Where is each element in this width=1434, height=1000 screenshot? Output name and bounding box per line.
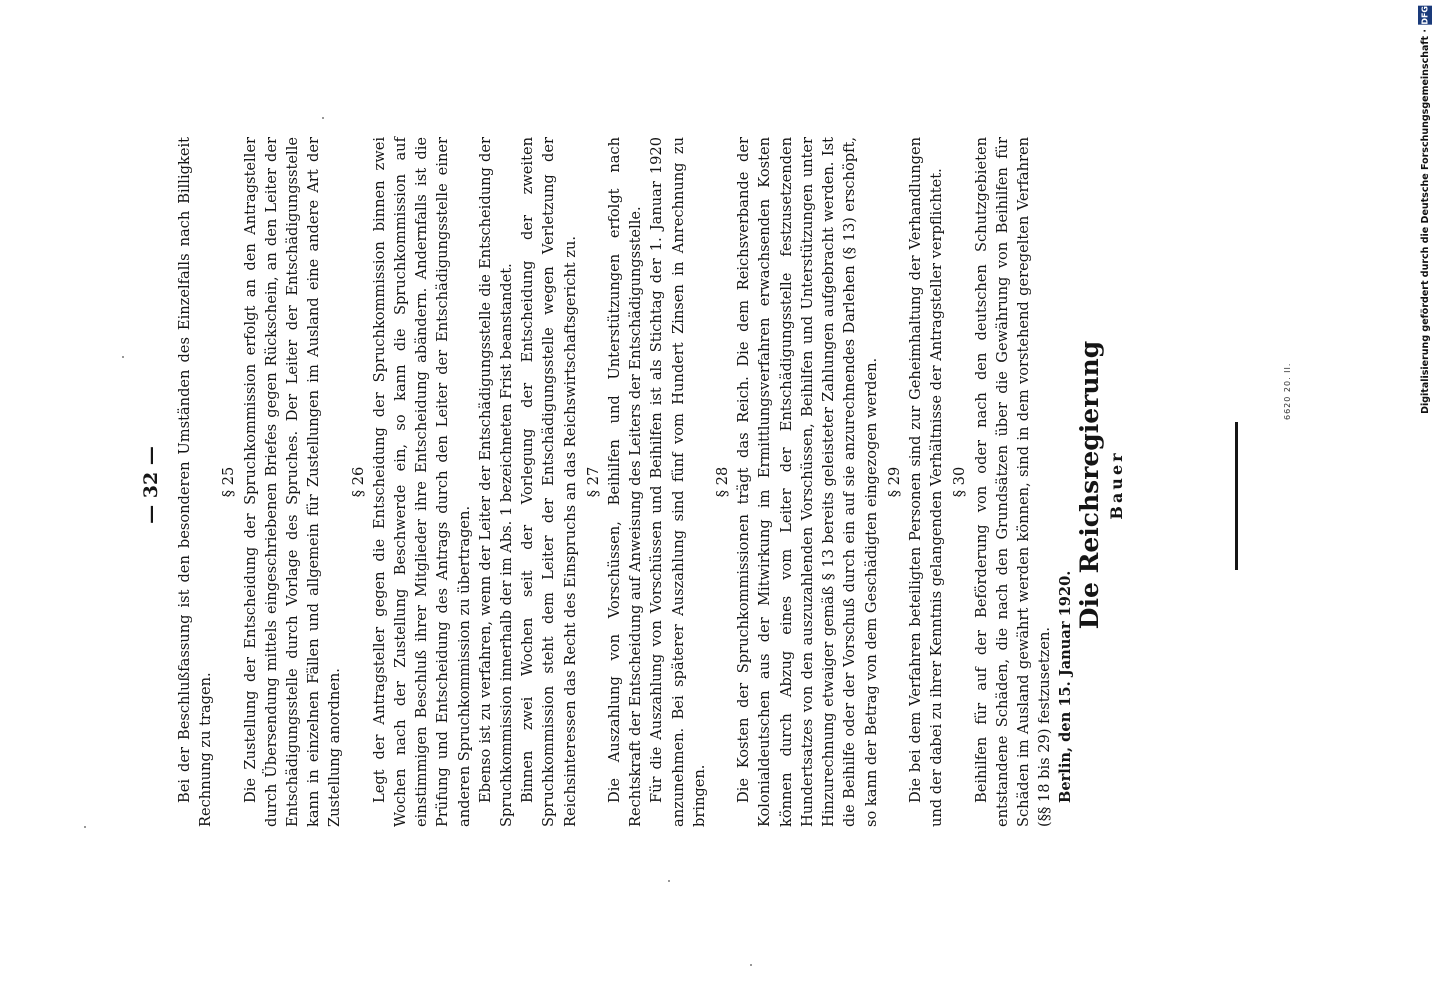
section-mark-30: § 30 xyxy=(951,466,969,498)
section-mark-29: § 29 xyxy=(885,466,903,498)
scan-speck xyxy=(322,117,324,119)
printed-page xyxy=(140,135,1126,835)
section-mark-25: § 25 xyxy=(220,466,238,498)
digitization-credit xyxy=(1416,6,1434,414)
credit-text: Digitalisierung gefördert durch die Deutsche Forschungsgemeinschaft · xyxy=(1419,28,1431,414)
body-text xyxy=(174,137,1077,827)
section-28-paragraph: Die Kosten der Spruchkommissionen trägt das Reich. Die dem Reichsverbande der Kolonialdeutschen aus der Mitwirkung im Ermittlungsverfahren erwachsenden Kosten können durch Abzug eines vom Leiter der Entschädigungsstelle festzusetzenden Hundertsatzes von den auszuzahlenden Vorschüssen, Beihilfen und Unterstützungen unter Hinzurechnung etwaiger gemäß § 13 bereits geleisteter Zahlungen aufgebracht werden. Ist die Beihilfe oder der Vorschuß durch ein auf sie anzurechnendes Darlehen (§ 13) erschöpft, so kann der Betrag von dem Geschädigten eingezogen werden. xyxy=(735,137,880,827)
scan-speck xyxy=(750,964,752,966)
page-number: — 32 — xyxy=(140,446,162,524)
section-mark-27: § 27 xyxy=(584,466,602,498)
dfg-logo-icon: DFG xyxy=(1418,6,1432,25)
intro-paragraph: Bei der Beschlußfassung ist den besonderen Umständen des Einzelfalls nach Billigkeit Rechnung zu tragen. xyxy=(176,137,215,827)
section-27-paragraph-2: Für die Auszahlung von Vorschüssen und Beihilfen ist als Stichtag der 1. Januar 1920 anzunehmen. Bei späterer Auszahlung sind fünf vom Hundert Zinsen in Anrechnung zu bringen. xyxy=(648,137,708,827)
section-25-paragraph: Die Zustellung der Entscheidung der Spruchkommission erfolgt an den Antragsteller durch Übersendung mittels eingeschriebenen Briefes gegen Rückschein, an den Leiter der Entschädigungsstelle durch Vorlage des Spruches. Der Leiter der Entschädigungsstelle kann in einzelnen Fällen und allgemein für Zustellungen im Ausland eine andere Art der Zustellung anordnen. xyxy=(241,137,344,827)
section-29-paragraph: Die bei dem Verfahren beteiligten Personen sind zur Geheimhaltung der Verhandlungen und der dabei zu ihrer Kenntnis gelangenden Verhältnisse der Antragsteller verpflichtet. xyxy=(906,137,946,827)
section-30-paragraph: Beihilfen für auf der Beförderung von oder nach den deutschen Schutzgebieten entstandene Schäden, die nach den Grundsätzen über die Gewährung von Beihilfen für Schäden im Ausland gewährt werden können, sind in dem vorstehend geregelten Verfahren (§§ 18 bis 29) festzusetzen. xyxy=(972,137,1054,827)
date-line: Berlin, den 15. Januar 1920. xyxy=(1057,570,1075,803)
section-mark-26: § 26 xyxy=(349,466,367,498)
section-mark-28: § 28 xyxy=(714,466,732,498)
section-26-paragraph-3: Binnen zwei Wochen seit der Vorlegung der Entscheidung der zweiten Spruchkommission steht dem Leiter der Entschädigungsstelle wegen Verletzung der Reichsinteressen das Recht des Einspruchs an das Reichswirtschaftsgericht zu. xyxy=(519,137,579,827)
print-code: 6620 20. II. xyxy=(1283,362,1292,420)
horizontal-rule xyxy=(1235,422,1238,570)
closing-block xyxy=(1075,135,1129,835)
scan-speck xyxy=(122,356,124,358)
section-27-paragraph-1: Die Auszahlung von Vorschüssen, Beihilfen und Unterstützungen erfolgt nach Rechtskraft der Entscheidung auf Anweisung des Leiters der Entschädigungsstelle. xyxy=(606,137,645,827)
government-signature: Die Reichsregierung xyxy=(1075,340,1104,630)
section-26-paragraph-2: Ebenso ist zu verfahren, wenn der Leiter der Entschädigungsstelle die Entscheidung der Spruchkommission innerhalb der im Abs. 1 bezeichneten Frist beanstandet. xyxy=(476,137,516,827)
scan-speck xyxy=(668,880,670,882)
scan-speck xyxy=(84,826,86,828)
signer-name: Bauer xyxy=(1107,450,1126,520)
section-26-paragraph-1: Legt der Antragsteller gegen die Entscheidung der Spruchkommission binnen zwei Wochen nach der Zustellung Beschwerde ein, so kann die Spruchkommission auf einstimmigen Beschluß ihrer Mitglieder ihre Entscheidung abändern. Andernfalls ist die Prüfung und Entscheidung des Antrags durch den Leiter der Entschädigungsstelle einer anderen Spruchkommission zu übertragen. xyxy=(370,137,473,827)
